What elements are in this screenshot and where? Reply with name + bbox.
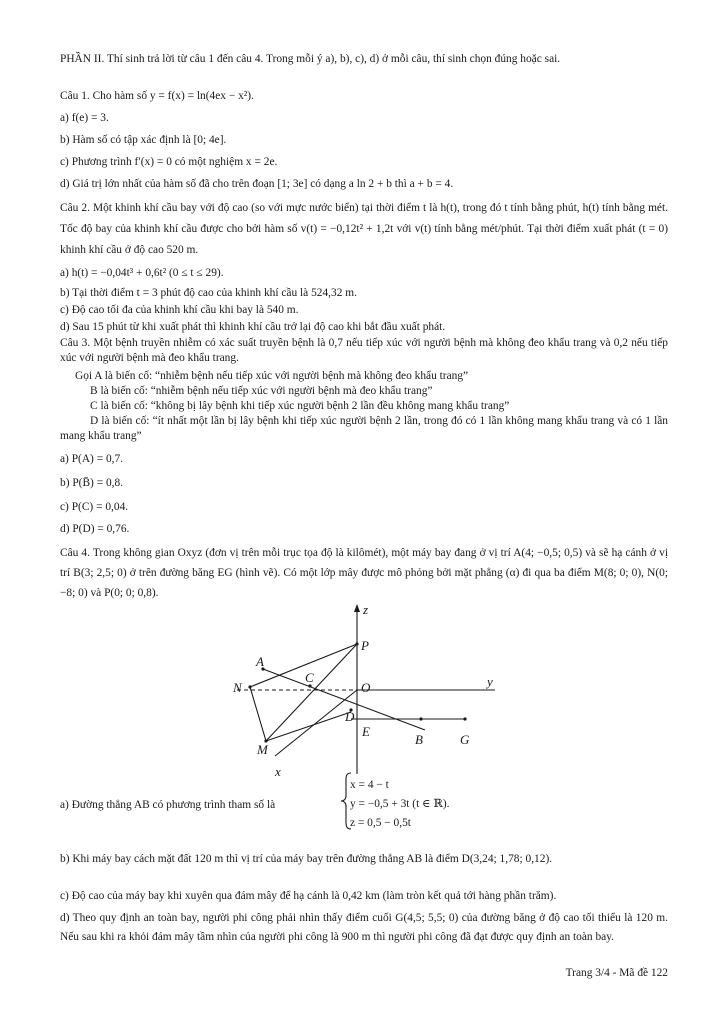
q2-option-d: d) Sau 15 phút từ khi xuất phát thì khinh khí cầu trở lại độ cao khi bắt đầu xuất phát. [60, 321, 446, 333]
q4-stem: Câu 4. Trong không gian Oxyz (đơn vị trên mỗi trục tọa độ là kilômét), một máy bay đang ở vị trí A(4; −0,5; 0,5) và sẽ hạ cánh ở vị trí B(3; 2,5; 0) ở trên đường băng EG (hình vẽ). Có một lớp mây được mô phỏng bởi mặt phẳng (α) đi qua ba điểm M(8; 0; 0), N(0; −8; 0) và P(0; 0; 0,8). [60, 547, 668, 599]
part-intro: PHẦN II. Thí sinh trả lời từ câu 1 đến câu 4. Trong mỗi ý a), b), c), d) ở mỗi câu, thí sinh chọn đúng hoặc sai. [60, 53, 561, 65]
q4-option-d: d) Theo quy định an toàn bay, người phi công phải nhìn thấy điểm cuối G(4,5; 5,5; 0) của đường băng ở độ cao tối thiểu là 120 m. Nếu sau khi ra khỏi đám mây tầm nhìn của người phi công là 900 m thì người phi công đã đạt được quy định an toàn bay. [60, 912, 668, 943]
q1-option-b: b) Hàm số có tập xác định là [0; 4e]. [60, 134, 227, 146]
q3-event-c: C là biến cố: “không bị lây bệnh khi tiếp xúc người bệnh 2 lần đều không mang khẩu trang” [90, 400, 510, 412]
point-g [463, 717, 466, 720]
parametric-system [350, 776, 450, 833]
label-g: G [460, 732, 470, 747]
label-a: A [256, 654, 264, 669]
flight-path-ab [263, 669, 425, 730]
q3-event-a: Gọi A là biến cố: “nhiễm bệnh nếu tiếp xúc với người bệnh mà không đeo khẩu trang” [75, 370, 469, 382]
coordinate-figure [225, 604, 495, 784]
q1-option-c: c) Phương trình f′(x) = 0 có một nghiệm x = 2e. [60, 156, 278, 168]
q2-stem: Câu 2. Một khinh khí cầu bay với độ cao (so với mực nước biển) tại thời điểm t là h(t), trong đó t tính bằng phút, h(t) tính bằng mét. Tốc độ bay của khinh khí cầu được cho bởi hàm số v(t) = −0,12t² + 1,2t với v(t) tính bằng mét/phút. Tại thời điểm xuất phát (t = 0) khinh khí cầu ở độ cao 520 m. [60, 202, 668, 256]
label-z: z [363, 604, 369, 617]
q3-option-d: d) P(D) = 0,76. [60, 523, 130, 535]
point-n [248, 685, 251, 688]
q3-option-c: c) P(C) = 0,04. [60, 501, 129, 513]
label-c: C [305, 670, 314, 685]
q4-option-c: c) Độ cao của máy bay khi xuyên qua đám mây để hạ cánh là 0,42 km (làm tròn kết quả tới hàng phần trăm). [60, 890, 557, 902]
label-p: P [361, 638, 369, 653]
system-eq-x: x = 4 − t [350, 779, 389, 791]
label-x: x [275, 764, 281, 779]
q3-option-a: a) P(A) = 0,7. [60, 453, 124, 465]
q1-option-a: a) f(e) = 3. [60, 112, 109, 124]
q3-option-b: b) P(B̄) = 0,8. [60, 477, 124, 489]
point-p [355, 642, 358, 645]
q2-option-b: b) Tại thời điểm t = 3 phút độ cao của khinh khí cầu là 524,32 m. [60, 287, 357, 299]
system-eq-y: y = −0,5 + 3t (t ∈ ℝ). [350, 798, 450, 810]
q1-stem: Câu 1. Cho hàm số y = f(x) = ln(4ex − x²). [60, 90, 254, 102]
q2-option-a: a) h(t) = −0,04t³ + 0,6t² (0 ≤ t ≤ 29). [60, 267, 224, 279]
label-d: D [345, 709, 355, 724]
label-o: O [361, 680, 371, 695]
label-b: B [415, 732, 423, 747]
q1-option-d: d) Giá trị lớn nhất của hàm số đã cho trên đoạn [1; 3e] có dạng a ln 2 + b thì a + b = 4. [60, 178, 454, 190]
q4-option-a-prefix: a) Đường thẳng AB có phương trình tham số là [60, 799, 276, 811]
plane-edge-pn [250, 644, 357, 687]
q3-stem: Câu 3. Một bệnh truyền nhiễm có xác suất truyền bệnh là 0,7 nếu tiếp xúc với người bệnh mà không đeo khẩu trang và 0,2 nếu tiếp xúc với người bệnh mà đeo khẩu trang. [60, 337, 668, 364]
label-e: E [362, 724, 370, 739]
plane-edge-nm [250, 687, 266, 741]
q3-event-b: B là biến cố: “nhiễm bệnh nếu tiếp xúc với người bệnh mà đeo khẩu trang” [90, 385, 433, 397]
label-y: y [487, 674, 493, 689]
label-m: M [257, 742, 268, 757]
q4-option-b: b) Khi máy bay cách mặt đất 120 m thì vị trí của máy bay trên đường thẳng AB là điểm D(3,24; 1,78; 0,12). [60, 853, 553, 865]
z-axis-arrow [354, 604, 360, 612]
page-footer: Trang 3/4 - Mã đề 122 [565, 967, 668, 979]
label-n: N [233, 680, 242, 695]
point-b [419, 717, 422, 720]
q2-option-c: c) Độ cao tối đa của khinh khí cầu khi bay là 540 m. [60, 304, 299, 316]
line-md [266, 712, 351, 741]
system-eq-z: z = 0,5 − 0,5t [350, 817, 411, 829]
q3-event-d: D là biến cố: “ít nhất một lần bị lây bệnh khi tiếp xúc người bệnh 2 lần, trong đó có 1 lần không mang khẩu trang và có 1 lần mang khẩu trang” [60, 415, 668, 442]
